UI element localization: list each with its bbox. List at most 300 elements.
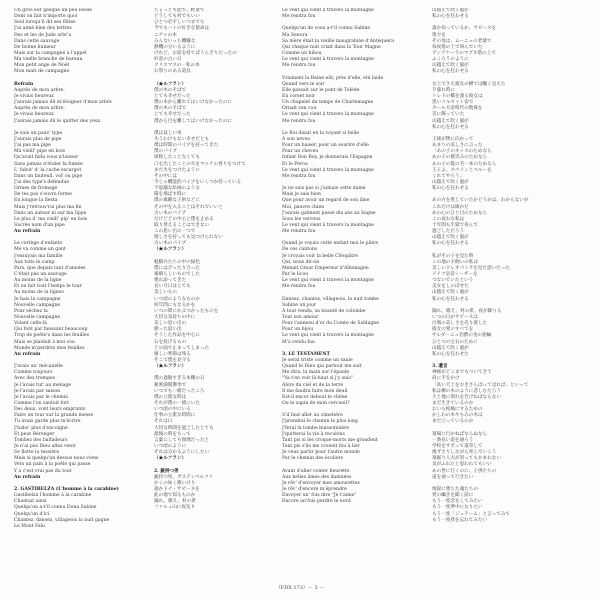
lyric-line: Qu'avait fallu vous n'laisser <box>14 155 79 161</box>
lyric-line: 山越えて吹く風が <box>432 179 469 185</box>
lyric-line: 私の心を狂わせる <box>432 124 469 130</box>
lyric-line: 誰かドナ・サビーヌを <box>154 486 200 492</box>
lyric-line: もう一度恋をしてみたい <box>432 499 483 505</box>
lyric-line: つないでいたという <box>432 278 474 284</box>
lyric-line: S'il faut aller au cimetière <box>282 413 343 419</box>
lyric-line: 僕の立派な時は <box>154 394 187 400</box>
lyric-line: Qui chaque nuit criait dans la Tour Magne <box>282 44 381 50</box>
page-footer: （FDX 173）－ 3 － <box>275 585 325 591</box>
lyric-line: もう一度夢中になりたい <box>432 505 483 511</box>
section-heading: （★ルフラン） <box>154 456 187 462</box>
lyric-line: Le vent qui vient à travers la montagne <box>282 333 374 339</box>
lyric-line: Comme l'on sautait fort <box>14 401 70 406</box>
lyric-line: 増しさを持っても見つけられない <box>154 235 223 241</box>
lyric-line: この哀れな私は <box>432 216 465 222</box>
lyric-line: 山越えて吹く風が <box>432 63 469 69</box>
lyric-line: C'était pas un sauvage <box>14 272 67 278</box>
lyric-line: Tout son amour <box>282 315 319 321</box>
lyric-line: ファルュ山に夜迫り <box>154 505 196 511</box>
lyric-line: Que pour avoir un regard de son âme <box>282 198 370 204</box>
lyric-line: J'avais un' mécanelle <box>14 364 63 370</box>
lyric-line: Dans un auteur ni sur ma lippe <box>14 210 87 216</box>
section-heading: （★ルフラン） <box>154 364 187 370</box>
lyric-line: Y a c'est vrai pas du tout <box>14 468 72 474</box>
lyric-line: それが僕の一緒にいた <box>154 401 200 406</box>
lyric-line: あの世に行くのに、子供たちの <box>432 468 497 474</box>
lyric-line: 僕にはぴったり合った <box>154 265 200 271</box>
lyric-line: 神様がどこまでもついてきて <box>432 370 492 376</box>
lyric-line: その母は、ムーニュの老婆で <box>432 38 492 44</box>
lyric-line: Des et les de Jude arbr'a <box>14 32 72 38</box>
lyric-line: Sa mère était la vieille maugrabine d'Antéquera <box>282 38 394 44</box>
lyric-line: Mais je sais bien <box>282 192 321 198</box>
lyric-line: 夕暮れ時に <box>432 87 455 93</box>
section-heading: （★ルフラン） <box>154 81 187 87</box>
lyric-line: 古い木のパイプ <box>154 241 187 247</box>
lyric-line: ふくろうのように <box>432 57 469 63</box>
lyric-line: 不思議な絵画のような <box>154 186 200 192</box>
lyric-line: Nouvelle campagne <box>14 302 61 308</box>
lyric-line: J'aurais gaîment passé dix ans au bagne <box>282 210 376 216</box>
lyric-line: Ou le sapin de mon cercueil? <box>282 401 350 406</box>
lyric-line: J'essuyais ma famille <box>14 253 63 259</box>
lyric-line: 山越えて吹く風が <box>432 290 469 296</box>
lyric-line: Encore un'fois perdre le nord <box>282 499 351 505</box>
lyric-line: Qui, nous dit-on <box>282 259 320 265</box>
lyric-line: J'habo' plus d'encoigné <box>14 425 68 431</box>
lyric-line: 僕の素敵な子供などに <box>154 198 200 204</box>
lyric-line: Ma Senora <box>282 32 308 38</box>
lyric-line: 私の心を狂わせる <box>432 296 469 302</box>
lyric-line: 私の心を狂わせる <box>432 69 469 75</box>
section-heading: Au refrain <box>14 351 41 357</box>
lyric-line: Je n'ai pas Dieu allez venir <box>14 443 76 449</box>
lyric-line: Tombez des balfadeurs <box>14 437 68 443</box>
lyric-line: いつの日かサビーヌは <box>432 315 478 321</box>
lyric-line: 愛の囁きを聞く前に <box>432 493 474 499</box>
lyric-line: Quelqu'un a-t'il connu Dona Sabine <box>14 505 97 511</box>
lyric-line: 今じゃ機能的パイプをいくつか持っている <box>154 179 242 185</box>
lyric-line: Le vent qui vient à travers la montagne <box>282 57 374 63</box>
lyric-line: 墓掘り人夫が怒ってもかまわない <box>432 456 501 462</box>
section-heading: （★ルフラン） <box>154 247 187 253</box>
lyric-line: ちょっと可能で、野蛮で <box>154 8 205 13</box>
lyric-line: それは分かるようにしたい <box>154 450 210 456</box>
column-japanese-1 <box>154 8 276 512</box>
lyric-line: Mais sur la campagne à l'appel <box>14 50 87 56</box>
lyric-line: Tu avais garde plus m'écrire <box>14 419 81 425</box>
section-heading: Au refrain <box>14 229 41 235</box>
lyric-line: Me rendra fou <box>282 118 316 124</box>
lyric-line: Le Mont Falu <box>14 523 46 529</box>
lyric-line: 長い月日はとても <box>154 284 191 290</box>
lyric-line: 素晴らしいものでした <box>154 272 200 278</box>
lyric-line: 掃除したことなくても <box>154 155 200 161</box>
lyric-line: 此の地で知るものか <box>154 493 196 499</box>
lyric-line: Aux toits le camp <box>14 259 55 265</box>
lyric-line: Pour séchez la <box>14 308 48 314</box>
section-heading: 2. 銃持つ男 <box>154 468 179 474</box>
column-french-2 <box>282 8 428 505</box>
lyric-line: あの心のひと目のためなら <box>432 210 488 216</box>
lyric-line: Mais si quelqu'un dessus nous viens <box>14 456 99 462</box>
lyric-line: そこで僕を見守る <box>154 358 191 364</box>
lyric-line: どうしても何でもいい <box>154 14 200 20</box>
lyric-line: 仕事の立派な時間に <box>154 413 196 419</box>
lyric-line: Faire un tour sur la grande messe <box>14 413 94 419</box>
lyric-line: 僕の過敏すぎる本棚の日 <box>154 376 205 382</box>
lyric-line: まだ火をつけたように <box>154 167 200 173</box>
lyric-line: 美しい思い出の <box>154 321 187 327</box>
section-heading: 3. LE TESTAMENT <box>282 351 330 357</box>
lyric-line: この思い出の一つで <box>154 229 196 235</box>
lyric-line: 陽を飛ばす時に <box>154 192 187 198</box>
lyric-line: サルダーニュ伯爵の金の指輪 <box>432 333 492 339</box>
lyric-line: Un chapelet du temps de Charlemagne <box>282 100 374 106</box>
lyric-line: 僕は貧しい男 <box>154 130 182 136</box>
lyric-line: 山越えて吹く風が <box>432 235 469 241</box>
lyric-line: Le plus d' ma vieill' pip' en bois <box>14 216 88 222</box>
lyric-line: Le vent qui vient à travers la montagne <box>282 222 374 228</box>
lyric-line: 黒いコルセット姿で <box>432 100 474 106</box>
lyric-line: ひとつの宝石のために <box>432 339 478 345</box>
lyric-line: Auprès de mon arbre, <box>14 87 65 93</box>
lyric-line: Pour un bijou <box>282 327 314 333</box>
lyric-line: Elle passait sur le pont de Tolède <box>282 87 360 93</box>
lyric-line: Sabine un jour <box>282 302 317 308</box>
lyric-line: Vraiment la Reine eût, près d'elle, été laide <box>282 75 384 81</box>
lyric-line: J'aurais jamais dû m'éloigner d'mon arbre <box>14 100 112 106</box>
lyric-line: Me rendra fou <box>282 229 316 235</box>
lyric-line: Dans cette sauvage <box>14 38 60 44</box>
lyric-line: 私は柳の木のように悲しむだろう <box>432 388 501 394</box>
lyric-line: À son neveu <box>282 136 311 142</box>
lyric-line: Avant d'aller conter fleurette <box>282 468 350 474</box>
lyric-line: 私の心を狂わせる <box>432 186 469 192</box>
lyric-line: Quelqu'un de vous a-t'il connu Sabine <box>282 26 371 32</box>
lyric-line: J'ai aimé bien des lettres <box>14 26 72 32</box>
lyric-line: Auprès de mon arbre, <box>14 106 65 112</box>
lyric-line: Alors du ciel et de la terre <box>282 382 344 388</box>
lyric-line: あの子の髪の毛一本のためなら <box>432 161 497 167</box>
lyric-line: Pars, que depuis tant d'années <box>14 265 86 271</box>
lyric-line: 「高い天上をおきさらばって見れば」といって <box>432 382 529 388</box>
lyric-line: 石を投げるもの <box>154 339 187 345</box>
lyric-line: Je l'avais par le chemin <box>14 394 69 400</box>
lyric-line: 女王でさえ彼女の横では醜く見えた <box>432 81 506 87</box>
lyric-line: Par le chemin des écoliers <box>282 456 344 462</box>
lyric-line: Je suis un pauv' type <box>14 130 63 136</box>
lyric-line: Moi, pauvre chien <box>282 204 325 210</box>
lyric-line: 山越えて吹く風が <box>432 345 469 351</box>
lyric-line: その中には <box>154 173 177 179</box>
lyric-line: 踊れ、歌え、村の衆、夜が降りる <box>432 308 502 314</box>
lyric-line: 踊れ、歌え、村の衆 <box>154 499 196 505</box>
lyric-line: いつの間にかぶつかったものを <box>154 308 219 314</box>
lyric-line: 気がふれたと思われてもいい <box>432 462 492 468</box>
lyric-line: Ormes de fromage <box>14 186 58 192</box>
lyric-line: Le vent qui vient à travers la montagne <box>282 8 374 13</box>
lyric-line: Ornait son cou <box>282 106 317 112</box>
lyric-line: 口を出したことの火をマッチの香りをつけて <box>154 161 246 167</box>
lyric-line: もう一度我を忘れてみたい <box>432 517 488 523</box>
lyric-line: それは日 <box>154 419 173 425</box>
lyric-line: 「あの子のキッスのためなら <box>432 149 492 155</box>
lyric-line: 静機の分いるように <box>154 44 196 50</box>
lyric-line: Se flotte la tessière <box>14 450 60 456</box>
lyric-line: Qui font par faussant beaucoup <box>14 327 88 333</box>
column-japanese-2 <box>432 8 586 524</box>
lyric-line: お祭りのある道具 <box>154 69 191 75</box>
lyric-line: 後ずさりしながら死んでいこう <box>432 450 497 456</box>
lyric-line: 何年間にもなるかを <box>154 302 196 308</box>
lyric-line: Trop de poète's dans les feuilles <box>14 333 89 339</box>
lyric-line: De bonne humeur <box>14 44 56 50</box>
lyric-line: Des deux, vont leurs emprunts <box>14 407 86 413</box>
lyric-line: 歌った思い出 <box>154 327 182 333</box>
lyric-line: Au moins de la lignes <box>14 290 64 296</box>
lyric-line: Je croyais voir la belle Cléopâtre <box>282 253 359 259</box>
lyric-line: Tant pis si les croque-morts me grondent <box>282 437 378 443</box>
lyric-line: Quand je voyais cette enfant moi le pâtre <box>282 241 379 247</box>
lyric-line: 古い木のパイプ <box>154 210 187 216</box>
lyric-line: Gastibelza l'homme à la carabine <box>14 493 92 499</box>
lyric-line: Le vent qui vient à travers la montagne <box>282 278 374 284</box>
lyric-line: Chantez, dansez, villageois la nuit gagne <box>14 517 110 523</box>
lyric-line: 私がその子を見た時 <box>432 253 474 259</box>
lyric-line: Me dira, la main sur l'épaule <box>282 370 350 376</box>
lyric-line: Je l'avais par saison <box>14 388 61 394</box>
lyric-line: 山越えて吹く風が <box>432 118 469 124</box>
lyric-line: 今でもハトの好きな使命は <box>154 26 210 32</box>
lyric-line: Je rêv' d'envoyer mes amourettes <box>282 480 360 486</box>
lyric-line: 好意の古い日 <box>154 57 182 63</box>
section-heading: 2. GASTIBELZA (L'homme à la carabine) <box>14 486 119 492</box>
lyric-line: Me rendra fou <box>282 284 316 290</box>
lyric-line: Vers un pain à la poêle qui passe <box>14 462 91 468</box>
lyric-line: Quand le Dieu qui partout me suit <box>282 364 362 370</box>
lyric-line: 僕から目を離してはいけなかったのに <box>154 118 233 124</box>
lyric-line: 僕の木のそばで <box>154 87 187 93</box>
lyric-line: Me va comme un gant <box>14 247 66 253</box>
lyric-line: Il me faudra faire mon deuil <box>282 388 348 394</box>
lyric-line: これだけは確かだ <box>432 204 469 210</box>
lyric-line: Mon petit ange de Noël <box>14 63 70 69</box>
lyric-line: 私の心を狂わせた <box>432 351 469 357</box>
lyric-line: もう一度「ジュテーム」と言ってみて <box>432 511 511 517</box>
lyric-line: この地の羊飼いの私は <box>432 259 478 265</box>
lyric-line: Un gros eur gesque un peu lessie <box>14 8 92 13</box>
lyric-line: 秘密満開選挙で <box>154 382 187 388</box>
lyric-line: Aux belles âmes des damnées <box>282 474 352 480</box>
lyric-line: アンテケーラのマグネ塔の上で <box>432 50 496 56</box>
lyric-line: Envoyer un' fois dire "Je t'aime" <box>282 493 357 499</box>
lyric-line: 首に飾っていた <box>432 112 465 118</box>
lyric-line: Dans un fauteuil, vol' ou pipe <box>14 173 83 179</box>
lyric-line: Volant celle-là <box>14 321 47 327</box>
lyric-line: クリスマスの一私の木 <box>154 63 200 69</box>
lyric-line: Me rendra fou <box>282 14 316 20</box>
lyric-line: Tant pis s'ils me croient fou à lier <box>282 443 360 449</box>
lyric-line: Et peut Bérenger <box>14 431 55 437</box>
lyric-line: Et on fait tout l'temps le tour <box>14 284 82 290</box>
lyric-line: "Va t'en voir là-haut si j'y suis" <box>282 376 353 382</box>
lyric-line: 私の心を狂わせる <box>432 14 469 20</box>
lyric-line: Je l'avais tut' au ménage <box>14 382 72 388</box>
lyric-line: Sacrée nom d'un pipe <box>14 222 65 228</box>
lyric-line: Nouvelle campagne <box>14 315 61 321</box>
lyric-line: 墓場に行かねばならぬなら <box>432 431 488 437</box>
lyric-line: みんないっち機嫌な <box>154 38 196 44</box>
lyric-line: Pour l'anneau d'or du Comte de Saldagne <box>282 321 379 327</box>
lyric-line: Me rendra fou <box>282 173 316 179</box>
lyric-line: Au moins de la ligne <box>14 278 62 284</box>
lyric-line: 私の心を狂わせる <box>432 241 469 247</box>
lyric-line: けれど、お前を持てばうんざりだったの <box>154 50 237 56</box>
lyric-line: その中を入ることはそれでいいと <box>154 204 223 210</box>
lyric-line: Je vivais heureux <box>14 112 54 118</box>
lyric-line: くれてやろう」 <box>432 173 465 179</box>
lyric-line: Et le Pérou <box>282 161 308 167</box>
column-french-1 <box>14 8 130 530</box>
lyric-line: 天と地に別れを告げねばならない <box>432 394 501 400</box>
lyric-line: 王様が甥に向かって <box>432 136 474 142</box>
lyric-line: Je veux partir pour l'autre monde <box>282 450 360 456</box>
lyric-line: Pour un baiser, pour un sourire d'elle <box>282 143 369 149</box>
lyric-line: 軽騎兵たちの中の緑色 <box>154 259 200 265</box>
lyric-line: Menait César Empereur d'Allemagne <box>282 265 369 271</box>
lyric-line: 白鳩の美しさを売り渡した <box>432 321 488 327</box>
lyric-line: 取り替えることはできない <box>154 222 210 228</box>
lyric-line: だけどどの中心と僕を止める <box>154 216 214 222</box>
lyric-line: Mon mari de campagne <box>14 69 70 75</box>
lyric-line: 言葉にしても無理だったと <box>154 437 210 443</box>
lyric-line: Dont on fait n'importe quoi <box>14 14 78 20</box>
lyric-line: Pour un cheveu <box>282 149 319 155</box>
lyric-line: 彼女の愛のすべてを <box>432 327 474 333</box>
lyric-line: Est-il encor debout le chêne <box>282 394 348 400</box>
lyric-line: まだ立っているのか <box>432 419 474 425</box>
lyric-line: J'ai des type's défendue <box>14 179 70 185</box>
lyric-line: Comme un hibou <box>282 50 322 56</box>
lyric-line: De ces cantons <box>282 247 318 253</box>
lyric-line: Je rêv' d'encore m'éprendre <box>282 486 347 492</box>
lyric-line: ひとつ必ずしいつまでも <box>154 20 205 26</box>
lyric-line: 嬉しい季節は残る <box>154 351 191 357</box>
lyric-line: Le Roi disait en la voyant si belle <box>282 130 360 136</box>
lyric-line: Le vent qui vient à travers la montagne <box>282 112 374 118</box>
lyric-line: Le cortège d'enfants <box>14 241 62 247</box>
section-heading: Refrain <box>14 81 34 87</box>
lyric-line: あの子の微笑みのためなら <box>432 155 488 161</box>
lyric-line: カール大帝時代の数珠を <box>432 106 483 112</box>
lyric-line: 奥方を <box>432 32 446 38</box>
lyric-line: 僕の木から離れてはいけなかったのに <box>154 100 233 106</box>
lyric-line: Je hais la campagne <box>14 296 61 302</box>
lyric-line: J'ferai la tombe buissonnière <box>282 425 350 431</box>
lyric-line: どの面で止まってしまった <box>154 345 210 351</box>
lyric-line: J'quitterai la vie à reculons <box>282 431 345 437</box>
lyric-line: Infant Don Roy, je donnerais l'Espagne <box>282 155 373 161</box>
lyric-line: 十年間も牢獄で喜んで <box>432 222 478 228</box>
lyric-line: L' fabut' d' la cache escargot <box>14 167 82 173</box>
lyric-line: 道を通って行きたい <box>432 474 474 480</box>
lyric-line: Avec des trempes <box>14 376 56 382</box>
lyric-line: A tout vendu, sa beauté de colombe <box>282 308 366 314</box>
lyric-line: とても幸せだった <box>154 112 191 118</box>
lyric-line: Je serai triste comme un saule <box>282 358 353 364</box>
lyric-line: En corset noir <box>282 93 316 99</box>
lyric-line: Mais se plaidait à moi cou <box>14 339 75 345</box>
lyric-line: まだ生きているのか <box>432 401 474 406</box>
lyric-line: Dansez, chantez, villageois, la nuit tombe <box>282 296 379 302</box>
lyric-line: Monde m'perdrez mes feuilles <box>14 345 85 351</box>
lyric-line: 僕のパイプ <box>154 149 177 155</box>
lyric-line: おいら棺桶にするための <box>432 407 483 413</box>
lyric-line: Par le licou <box>282 272 309 278</box>
lyric-line: De tes pas s'ouvre forme <box>14 192 72 198</box>
lyric-line: あの方を愛していたかどうかは、わからないが <box>432 198 529 204</box>
lyric-line: 王子よ、スペインとペルーを <box>432 167 492 173</box>
lyric-line: 美女をしのばせた <box>432 284 469 290</box>
lyric-line: 大切な時間を過ごしたとても <box>154 425 214 431</box>
lyric-line: あまりの美しさに言った <box>432 143 483 149</box>
lyric-line: 僕の木のそばで <box>154 106 187 112</box>
lyric-line: ニチャの木 <box>154 32 177 38</box>
lyric-line: 失うわけもない幸せだとも <box>154 136 210 142</box>
lyric-line: Comme toujours <box>14 370 53 376</box>
lyric-line: Seul lorsqu'il dit ses flûtes <box>14 20 76 26</box>
lyric-line: Sous les verrous <box>282 216 321 222</box>
lyric-line: Quand vers le soir <box>282 81 325 87</box>
lyric-line: Ma vieill' pipe en bois <box>14 149 66 155</box>
lyric-line: 一番長い道を通ろう <box>432 437 474 443</box>
section-heading: 3. 遺言 <box>432 364 448 370</box>
lyric-line: J'prendrai le chemin le plus long <box>282 419 358 425</box>
lyric-line: M'a rendu fou <box>282 339 315 345</box>
lyric-line: 僕は時間のパイプを持ってきた <box>154 143 219 149</box>
section-heading: Au refrain <box>14 474 41 480</box>
lyric-line: Je ne sais pas si j'aimais cette dame <box>282 186 366 192</box>
lyric-line: Ma vieille branche de bureau <box>14 57 83 63</box>
lyric-line: 連れ添ってきた <box>154 278 187 284</box>
lyric-line: トレドの橋を渡る彼女は <box>432 93 483 99</box>
lyric-line: かしわの木やもみの木は <box>432 413 483 419</box>
lyric-line: 誰か知っているか、サビーヌを <box>432 26 497 32</box>
lyric-line: いつ頃のようなものか <box>154 296 200 302</box>
lyric-line: 最後の時をもって <box>154 431 191 437</box>
lyric-line: かくの如く歌いけり <box>154 480 196 486</box>
lyric-line: 毎夜塔の上で叫んでいた <box>432 44 483 50</box>
lyric-line: とても幸せだった <box>154 93 191 99</box>
lyric-line: 過ごしただろう <box>432 229 465 235</box>
lyric-line: 山越えて吹く風が <box>432 8 469 13</box>
lyric-line: 美しいクレオパトラを見た思いだった <box>432 265 510 271</box>
lyric-line: Me rendra fou <box>282 63 316 69</box>
lyric-line: 銃持つ男、ガスティベルツァ <box>154 474 214 480</box>
lyric-line: そうした作品を中心に <box>154 333 200 339</box>
lyric-line: ドイツ皇帝シーザーを <box>432 272 478 278</box>
lyric-line: 大切な気持ちの中に <box>154 315 196 321</box>
lyric-line: Chantait ainsi <box>14 499 47 505</box>
lyric-line: J'ai pas ma pipe <box>14 143 51 149</box>
lyric-line: 学校をサボって道草して <box>432 443 483 449</box>
lyric-line: Quelqu'un d'ici <box>14 511 50 517</box>
lyric-line: 地獄に堕ちた魂たちの <box>432 486 478 492</box>
lyric-line: Le vent qui vient à travers la montagne <box>282 167 374 173</box>
lyric-line: Sans jamais n'étaler la fumée <box>14 161 83 167</box>
lyric-line: いつでも一緒だったころ <box>154 388 205 394</box>
